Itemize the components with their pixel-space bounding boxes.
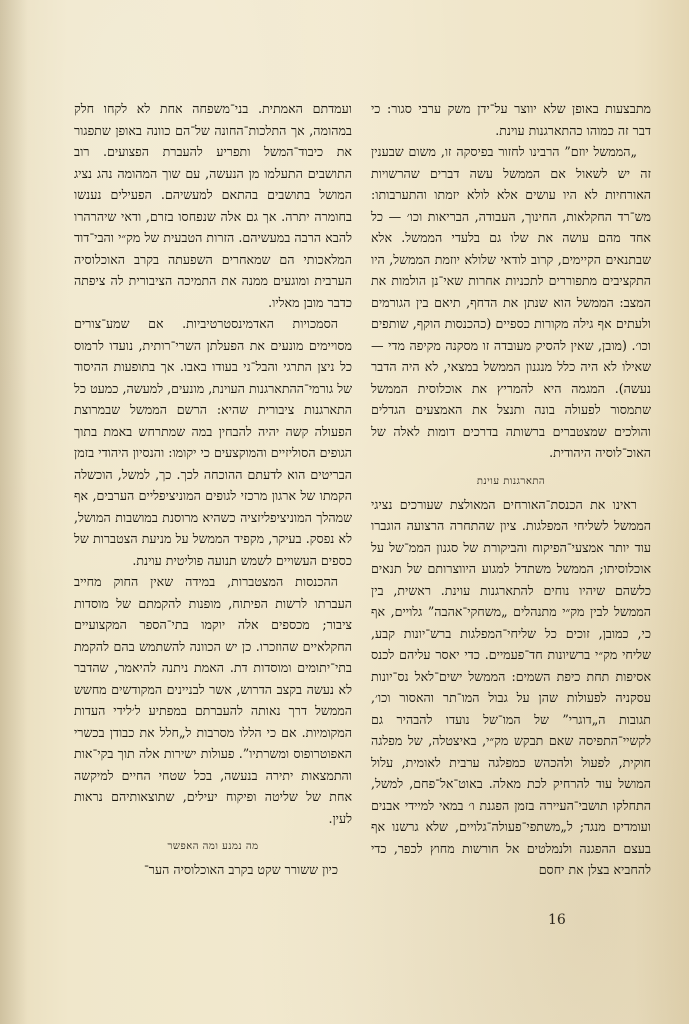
right-paragraph-1: מתבצעות באופן שלא יווצר על־ידן משק ערבי סגור: כי דבר זה כמוהו כהתארגנות עוינת.	[371, 101, 651, 138]
left-paragraph-3: ההכנסות המצטברות, במידה שאין החוק מחייב העברתו לרשות הפיתוח, מופנות להקמתם של מוסדות ציבור; מכספים אלה יוקמו בתי־הספר המקצועיים החקלאיים שהוזכרו. כן יש הכוונה להשתמש בהם להקמת בתי־יתומים ומוסדות דת. האמת ניתנה להיאמר, שהדבר לא נעשה בקצב הדרוש, אשר לבניינים המקודשים מחשש הממשל דרך נאותה להעברתם במפתיע ל׳לידי העדות המקומיות. אם כי הללו מסרבות ל„חלל את כבודן בכשרי האפוטרופוס ומשרתיו”. פעולות ישירות אלה תוך בקי־אות והתמצאות יתירה בנעשה, בכל שטחי החיים למיקשה אחת של שליטה ופיקוח יעילים, שתוצאותיהם נראות לעין.	[74, 574, 352, 826]
right-paragraph-3: ראינו את הכנסת־האורחים המאולצת שעורכים נציגי הממשל לשליחי המפלגות. ציון שהתחרה הרצועה הוגברו עוד יותר אמצעי־הפיקוח והביקורת של סגנון הממ־של על אוכלוסיתו; הממשל משתדל למגוע היווצרותם של תנאים כלשהם שיהיו נוחים להתארגנות עוינת. ראשית, בין הממשל לבין מק״י מתנהלים „משחקי־אהבה” גלויים, אף כי, כמובן, זוכים כל שליחי־המפלגות ברש־יונות קבע, שליחי מק״י ברשיונות חד־פעמיים. כדי יאסר עליהם לכנס אסיפות תחת כיפת השמים: הממשל ישים־לאל נס־יונות עסקניה לפעולות שהן על גבול המו־תר והאסור וכו׳, תגובות ה„דוגרי” של המו־של נועדו להבהיר גם לקשיי־התפיסה שאם תבקש מק״י, באיצטלה, של מפלגה חוקית, לפעול ולהכהש כמפלגה ערבית לאומית, עלול המושל עוד להרחיק לכת מאלה. באוט־אל־פחם, למשל, התחלקו תושבי־העיירה בזמן הפגנת ו׳ במאי למיידי אבנים ועומדים מנגד; ל„משתפי־פעולה־גלויים, שלא גרשנו אף בעצם ההפגנה ולנמלטים אל חורשות מחוץ לכפר, כדי להחביא בצלן את יחסם	[371, 496, 651, 877]
left-paragraph-2: הסמכויות האדמינסטרטיביות. אם שמע־צורים מסויימים מונעים את הפעלתן השרי־רותית, נועדו לרמוס כל ניצן התרגי והבל־ני בעודו באבו. אך בתופעות ההיסוד של גורמי־ההתארגנות העוינת, מונעים, למעשה, כמעט כל התארגנות ציבורית שהיא: הרשם הממשל שבמרוצת הפעולה קשה יהיה להבחין במה שמתרחש באמת בתוך הגופים הסוליזיים והמוקצעים כי יקומו: והנסיון היהודי בזמן הבריטים הוא לדעתם ההוכחה לכך. כך, למשל, הוכשלה הקמתו של ארגון מרכזי לגופים המוניציפליים הערבים, אף שמהלך המוניציפליזציה כשהיא מרוסנת במושבות המושל, לא נפסק. בעיקר, מקפיד הממשל על מניעת הצטברות של כספים העשויים לשמש תנועה פוליטית עוינת.	[74, 316, 352, 568]
right-column	[371, 98, 651, 881]
right-paragraph-2: „הממשל יוזם” הרבינו לחזור בפיסקה זו, משום שבענין זה יש לשאול אם הממשל עשה דברים שהרשויות האורחיות לא היו עושים אלא לולא יזמתו והתערבותו: מש־רד החקלאות, החינוך, העבודה, הבריאות וכו׳ — כל אחד מהם עושה את שלו גם בלעדי הממשל. אלא שבתנאים הקיימים, קרוב לודאי שלולא יוזמת הממשל, היו התקציבים מתפוררים לתכניות אחרות שאי־נן הולמות את המצב: הממשל הוא שנתן את הדחף, תיאם בין הגורמים ולעתים אף גילה מקורות כספיים (כהכנסות הוקף, שותפים וכו׳. (מובן, שאין להסיק מעובדה זו מסקנה מקיפה מדי — שאילו לא היה כלל מנגנון הממשל במצאי, לא היה הדבר נעשה). המגמה היא להמריץ את אוכלוסית הממשל שתמסור לפעולה בונה ותנצל את האמצעים הגדלים והולכים שמצטברים ברשותה בדרכים דומות לאלה של האוכ־לוסיה היהודית.	[371, 144, 651, 460]
page-number: 16	[548, 912, 566, 928]
left-paragraph-1: ועמדתם האמתית. בני־משפחה אחת לא לקחו חלק במהומה, אך התלכות־החונה של־הם כוונה באופן שתפגור את כיבוד־המשל ותפריע להעברת הפצועים. רוב התושבים התעלמו מן הנעשה, עם שוך המהומה נהג נציג המושל בתושבים בהתאם למעשיהם. הפעילים נענשו בחומרה יתרה. אך גם אלה שנפחסו בזרם, ודאי שיהרהרו להבא הרבה במעשיהם. הזרות הטבעית של מק״י והבי־דוד המלאכותי הם שמאחרים השפעתה בקרב האוכלוסיה הערבית ומוגעים ממנה את התמיכה הציבורית לה ציפתה כדבר מובן מאליו.	[74, 101, 352, 310]
left-paragraph-4: כיון ששורר שקט בקרב האוכלוסיה הער־	[143, 862, 338, 877]
section-heading-hostile-organization: התארגנות עוינת	[476, 475, 546, 487]
section-heading-what-is-prevented: מה נמנע ומה האפשר	[167, 841, 259, 852]
page-gutter-shadow	[0, 0, 28, 1024]
left-column	[74, 98, 352, 881]
